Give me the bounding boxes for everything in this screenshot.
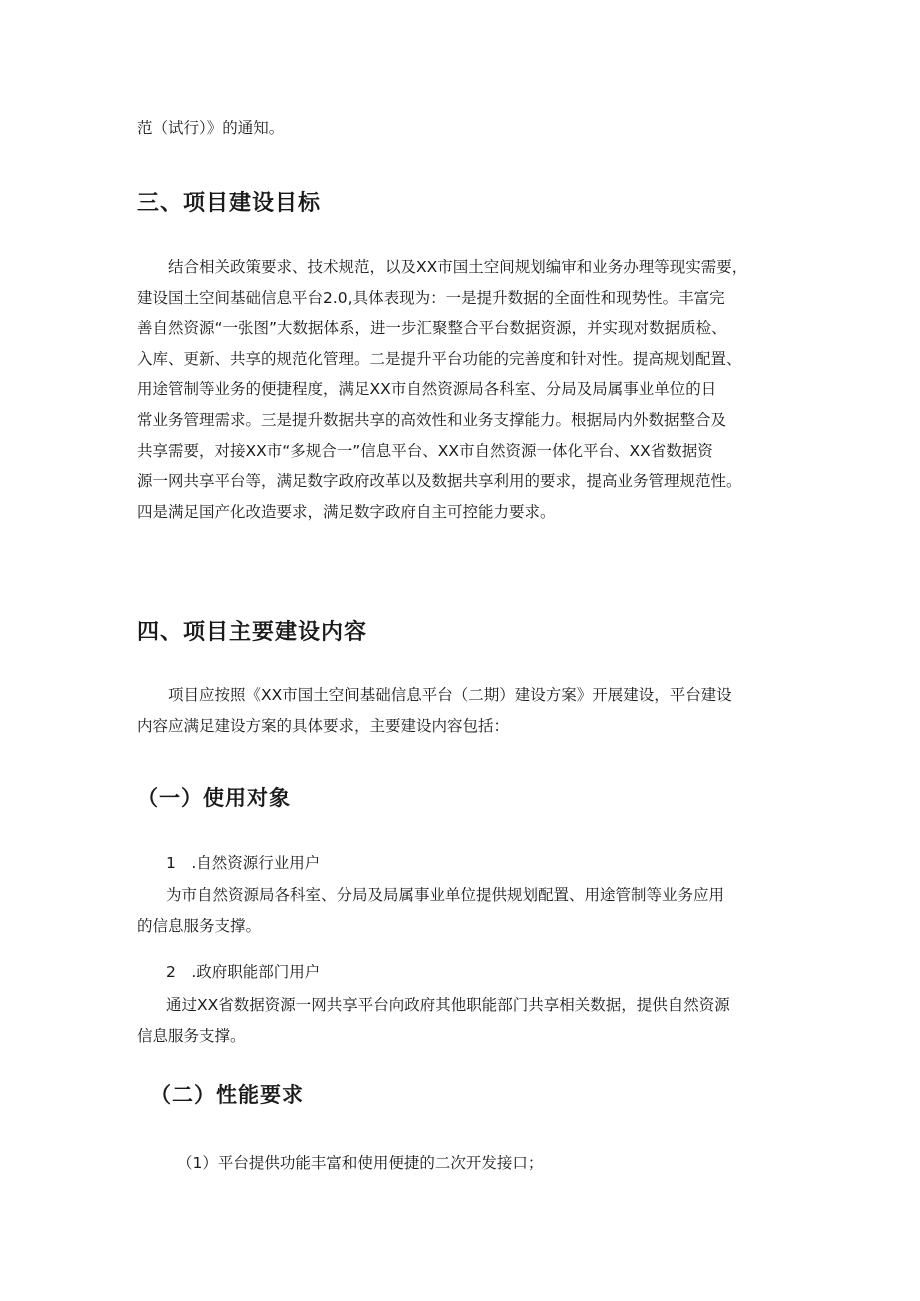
paragraph-line: 通过XX省数据资源一网共享平台向政府其他职能部门共享相关数据，提供自然资源 bbox=[166, 996, 730, 1014]
item-2-label: 2 .政府职能部门用户 bbox=[166, 963, 321, 981]
paragraph-line: 四是满足国产化改造要求，满足数字政府自主可控能力要求。 bbox=[137, 502, 556, 521]
subsection-users-heading: （一）使用对象 bbox=[137, 786, 291, 810]
section-3-paragraph bbox=[137, 252, 797, 527]
paragraph-line: 信息服务支撑。 bbox=[137, 1026, 246, 1045]
item-1-description bbox=[137, 880, 797, 941]
paragraph-line: 为市自然资源局各科室、分局及局属事业单位提供规划配置、用途管制等业务应用 bbox=[166, 886, 725, 904]
section-3-heading: 三、项目建设目标 bbox=[137, 191, 322, 216]
paragraph-line: 源一网共享平台等，满足数字政府改革以及数据共享利用的要求，提高业务管理规范性。 bbox=[137, 472, 742, 491]
paragraph-line: 结合相关政策要求、技术规范，以及XX市国土空间规划编审和业务办理等现实需要， bbox=[168, 258, 748, 276]
paragraph-line: 内容应满足建设方案的具体要求，主要建设内容包括： bbox=[137, 716, 510, 735]
section-4-heading: 四、项目主要建设内容 bbox=[137, 620, 368, 645]
paragraph-line: 的信息服务支撑。 bbox=[137, 916, 262, 935]
paragraph-line: 项目应按照《XX市国土空间基础信息平台（二期）建设方案》开展建设，平台建设 bbox=[168, 686, 732, 704]
subsection-performance-heading: （二）性能要求 bbox=[150, 1083, 304, 1107]
paragraph-line: 善自然资源“一张图”大数据体系，进一步汇聚整合平台数据资源，并实现对数据质检、 bbox=[137, 319, 727, 338]
requirement-1: （1）平台提供功能丰富和使用便捷的二次开发接口； bbox=[177, 1154, 544, 1172]
item-2-description bbox=[137, 990, 797, 1051]
continuation-text: 范（试行）》的通知。 bbox=[137, 119, 285, 137]
paragraph-line: 建设国土空间基础信息平台2.0,具体表现为：一是提升数据的全面性和现势性。丰富完 bbox=[137, 288, 725, 307]
paragraph-line: 共享需要，对接XX市“多规合一”信息平台、XX市自然资源一体化平台、XX省数据资 bbox=[137, 441, 713, 460]
paragraph-line: 入库、更新、共享的规范化管理。二是提升平台功能的完善度和针对性。提高规划配置、 bbox=[137, 349, 742, 368]
paragraph-line: 用途管制等业务的便捷程度，满足XX市自然资源局各科室、分局及局属事业单位的日 bbox=[137, 380, 717, 399]
paragraph-line: 常业务管理需求。三是提升数据共享的高效性和业务支撑能力。根据局内外数据整合及 bbox=[137, 410, 727, 429]
item-1-label: 1 .自然资源行业用户 bbox=[166, 854, 321, 872]
section-4-intro bbox=[137, 680, 797, 741]
